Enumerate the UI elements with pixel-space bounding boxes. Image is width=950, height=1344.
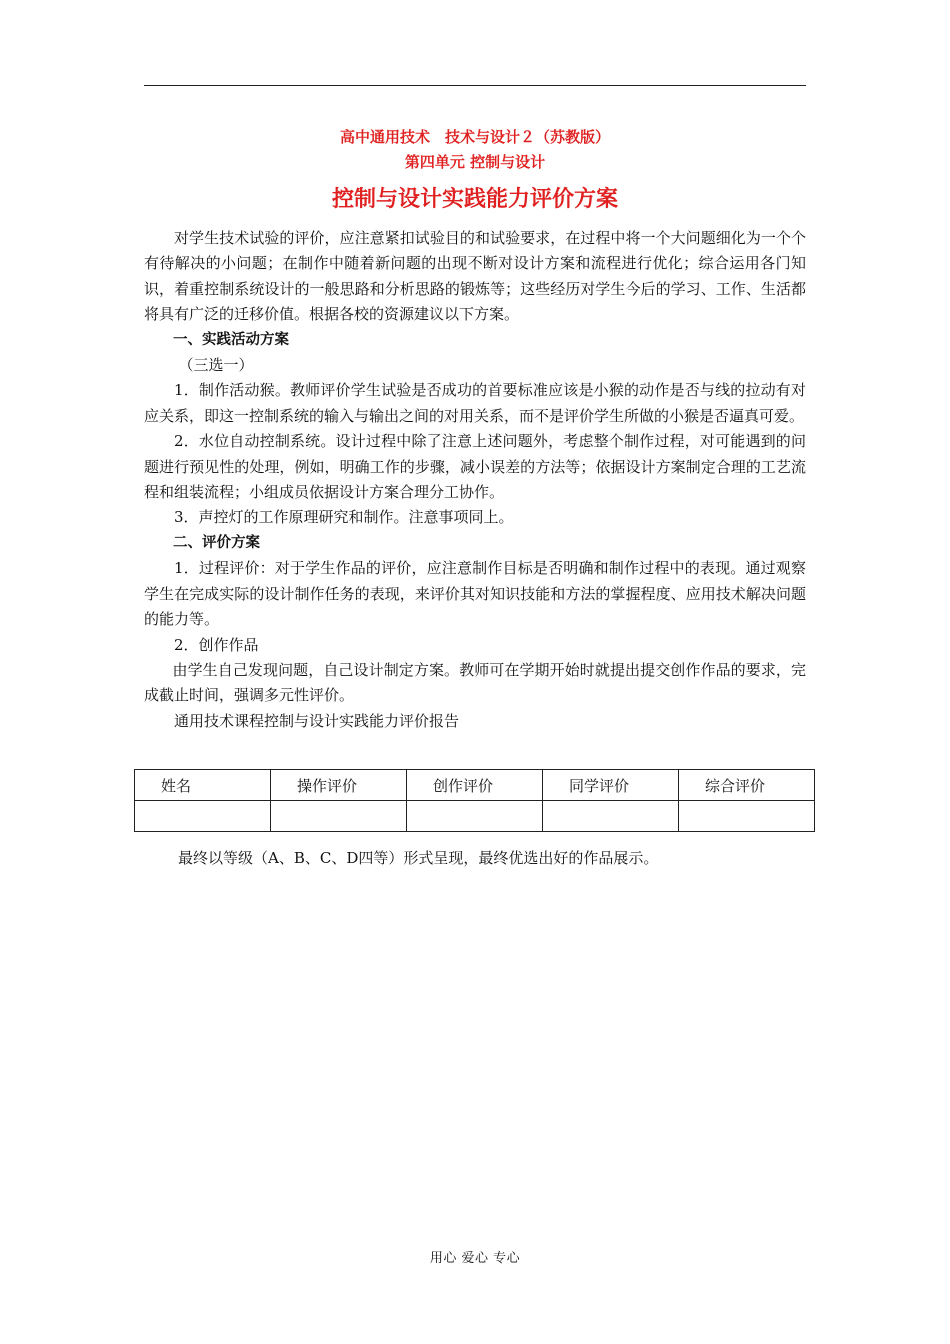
course-subtitle: 高中通用技术 技术与设计２（苏教版） <box>339 128 610 146</box>
evaluation-table <box>134 769 815 832</box>
header-rule <box>144 85 806 86</box>
table-header-row <box>135 770 815 801</box>
section1-heading: 一、实践活动方案 <box>173 331 289 348</box>
table-header-cell: 操作评价 <box>271 770 407 801</box>
intro-paragraph: 对学生技术试验的评价，应注意紧扣试验目的和试验要求，在过程中将一个大问题细化为一个个有待解决的小问题；在制作中随着新问题的出现不断对设计方案和流程进行优化；综合运用各门知识，着重控制系统设计的一般思路和分析思路的锻炼等；这些经历对学生今后的学习、工作、生活都将具有广泛的迁移价值。根据各校的资源建议以下方案。 <box>144 229 806 324</box>
table-row <box>135 801 815 832</box>
table-header-cell: 姓名 <box>135 770 271 801</box>
table-cell <box>135 801 271 832</box>
eval-item-1: 1．过程评价：对于学生作品的评价，应注意制作目标是否明确和制作过程中的表现。通过观察学生在完成实际的设计制作任务的表现，来评价其对知识技能和方法的掌握程度、应用技术解决问题的能力等。 <box>144 559 806 629</box>
section1-note: （三选一） <box>178 356 254 375</box>
table-header-cell: 同学评价 <box>543 770 679 801</box>
section2-heading: 二、评价方案 <box>173 534 260 551</box>
activity-item-3: 3．声控灯的工作原理研究和制作。注意事项同上。 <box>174 508 514 527</box>
page-title: 控制与设计实践能力评价方案 <box>331 187 618 212</box>
table-header-cell: 综合评价 <box>679 770 815 801</box>
activity-item-1: 1．制作活动猴。教师评价学生试验是否成功的首要标准应该是小猴的动作是否与线的拉动有对应关系，即这一控制系统的输入与输出之间的对用关系，而不是评价学生所做的小猴是否逼真可爱。 <box>144 381 806 425</box>
activity-item-2: 2．水位自动控制系统。设计过程中除了注意上述问题外，考虑整个制作过程，对可能遇到的问题进行预见性的处理，例如，明确工作的步骤，减小误差的方法等；依据设计方案制定合理的工艺流程和组装流程；小组成员依据设计方案合理分工协作。 <box>144 432 806 502</box>
table-cell <box>679 801 815 832</box>
page-footer: 用心 爱心 专心 <box>429 1251 521 1266</box>
unit-subtitle: 第四单元 控制与设计 <box>404 153 546 171</box>
table-cell <box>271 801 407 832</box>
table-cell <box>407 801 543 832</box>
eval-item-2-text: 由学生自己发现问题，自己设计制定方案。教师可在学期开始时就提出提交创作作品的要求，完成截止时间，强调多元性评价。 <box>144 660 806 705</box>
table-header-cell: 创作评价 <box>407 770 543 801</box>
closing-paragraph: 最终以等级（A、B、C、D四等）形式呈现，最终优选出好的作品展示。 <box>178 849 659 867</box>
report-title: 通用技术课程控制与设计实践能力评价报告 <box>174 711 460 730</box>
table-cell <box>543 801 679 832</box>
document-body <box>144 226 806 734</box>
eval-item-2-heading: 2．创作作品 <box>174 635 259 654</box>
